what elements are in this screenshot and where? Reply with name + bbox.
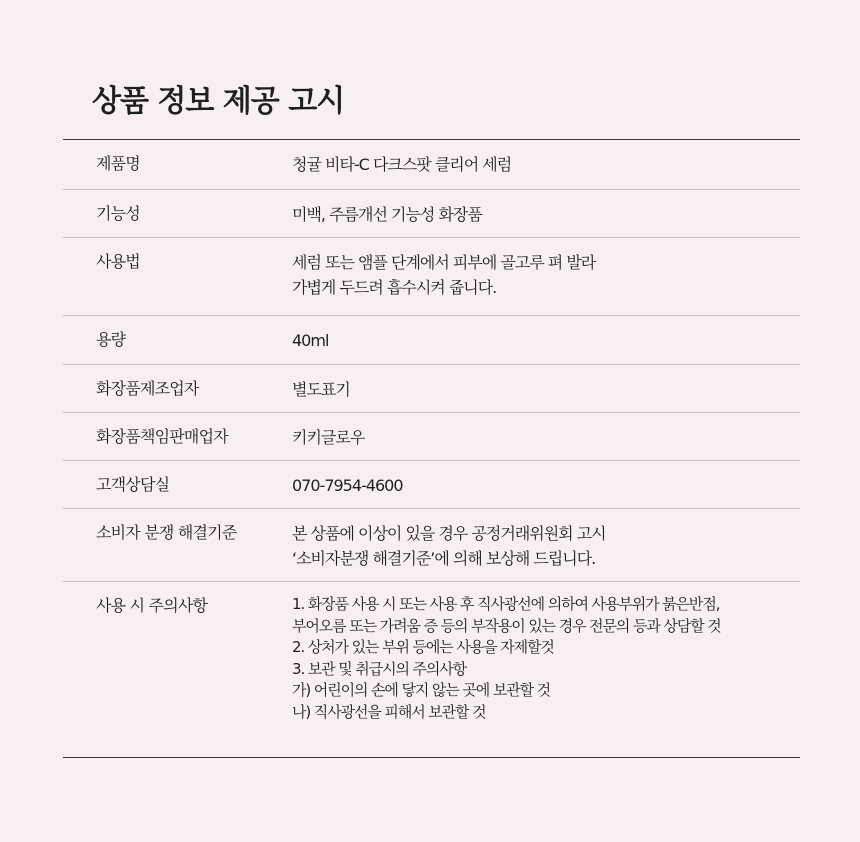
value-line: 본 상품에 이상이 있을 경우 공정거래위원회 고시 xyxy=(292,524,606,543)
value-line: 가) 어린이의 손에 닿지 않는 곳에 보관할 것 xyxy=(292,681,551,699)
table-row xyxy=(63,508,800,581)
table-row xyxy=(63,412,800,460)
table-row xyxy=(63,315,800,364)
table-row xyxy=(63,237,800,315)
row-label-seller: 화장품책임판매업자 xyxy=(96,427,228,446)
value-line: 40ml xyxy=(292,331,329,350)
value-line: ‘소비자분쟁 해결기준’에 의해 보상해 드립니다. xyxy=(292,549,596,568)
row-label-customer-service: 고객상담실 xyxy=(96,475,170,494)
row-value-usage xyxy=(292,250,595,300)
table-row xyxy=(63,189,800,237)
row-value-product-name xyxy=(292,152,511,177)
row-value-volume xyxy=(292,328,328,353)
row-value-customer-service xyxy=(292,473,403,498)
row-label-volume: 용량 xyxy=(96,330,126,349)
row-value-dispute xyxy=(292,521,606,571)
row-label-usage: 사용법 xyxy=(96,252,140,271)
row-label-product-name: 제품명 xyxy=(96,154,140,173)
table-row xyxy=(63,364,800,412)
row-value-seller xyxy=(292,425,364,450)
table-row xyxy=(63,581,800,757)
value-line: 나) 직사광선을 피해서 보관할 것 xyxy=(292,702,486,721)
row-label-function: 기능성 xyxy=(96,204,140,223)
row-label-manufacturer: 화장품제조업자 xyxy=(96,379,199,398)
page-title: 상품 정보 제공 고시 xyxy=(92,84,345,119)
product-info-table xyxy=(63,139,800,758)
value-line: 키키글로우 xyxy=(292,428,365,447)
value-line: 청귤 비타-C 다크스팟 클리어 세럼 xyxy=(292,155,512,174)
value-line: 세럼 또는 앰플 단계에서 피부에 골고루 펴 발라 xyxy=(292,253,596,272)
value-line: 미백, 주름개선 기능성 화장품 xyxy=(292,205,482,224)
value-line: 부어오름 또는 가려움 증 등의 부작용이 있는 경우 전문의 등과 상담할 것 xyxy=(292,616,721,635)
value-line: 2. 상처가 있는 부위 등에는 사용을 자제할것 xyxy=(292,638,554,656)
value-line: 별도표기 xyxy=(292,380,350,399)
row-value-manufacturer xyxy=(292,377,350,402)
row-value-function xyxy=(292,202,482,227)
row-label-dispute: 소비자 분쟁 해결기준 xyxy=(96,523,237,542)
table-row xyxy=(63,460,800,508)
row-label-caution: 사용 시 주의사항 xyxy=(96,596,208,615)
value-line: 070-7954-4600 xyxy=(292,476,403,495)
value-line: 1. 화장품 사용 시 또는 사용 후 직사광선에 의하여 사용부위가 붉은반점, xyxy=(292,595,720,613)
table-row xyxy=(63,140,800,189)
row-value-caution xyxy=(292,594,721,723)
value-line: 가볍게 두드려 흡수시켜 줍니다. xyxy=(292,278,497,297)
value-line: 3. 보관 및 취급시의 주의사항 xyxy=(292,659,467,678)
